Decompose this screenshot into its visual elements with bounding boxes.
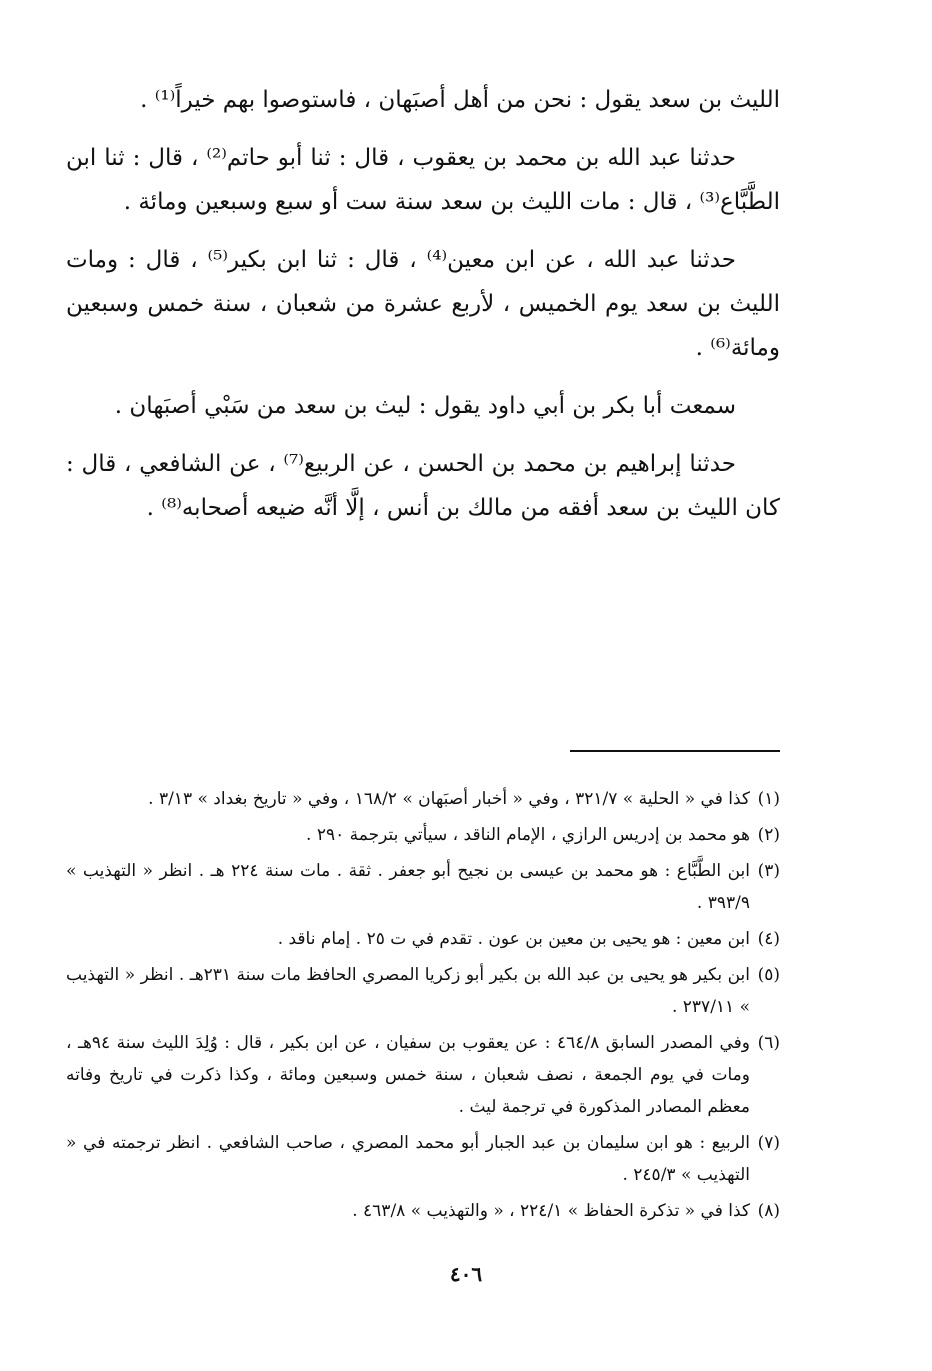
footnote-text: ابن الطَّبَّاع : هو محمد بن عيسى بن نجيح أبو جعفر . ثقة . مات سنة ٢٢٤ هـ . انظر « التهذيب » ٣٩٣/٩ . bbox=[66, 861, 750, 913]
footnote-number: (٥) bbox=[757, 965, 780, 985]
footnote-number: (٧) bbox=[757, 1133, 780, 1153]
footnote-3 bbox=[66, 855, 780, 919]
footnote-6 bbox=[66, 1027, 780, 1123]
footnote-1 bbox=[66, 783, 780, 815]
paragraph-4: سمعت أبا بكر بن أبي داود يقول : ليث بن سعد من سَبْي أصبَهان . bbox=[114, 393, 736, 419]
footnote-number: (٢) bbox=[757, 825, 780, 845]
footnote-number: (٦) bbox=[757, 1033, 780, 1053]
footnote-text: الربيع : هو ابن سليمان بن عبد الجبار أبو محمد المصري ، صاحب الشافعي . انظر ترجمته في « التهذيب » ٢٤٥/٣ . bbox=[66, 1133, 751, 1185]
main-text bbox=[66, 78, 780, 544]
footnote-number: (١) bbox=[757, 789, 780, 809]
footnote-text: ابن بكير هو يحيى بن عبد الله بن بكير أبو زكريا المصري الحافظ مات سنة ٢٣١هـ . انظر « التهذيب » ٢٣٧/١١ . bbox=[66, 965, 750, 1017]
paragraph-3: حدثنا عبد الله ، عن ابن معين⁽⁴⁾ ، قال : ثنا ابن بكير⁽⁵⁾ ، قال : ومات الليث بن سعد يوم الخميس ، لأربع عشرة من شعبان ، سنة خمس وسبعين ومائة⁽⁶⁾ . bbox=[66, 247, 780, 361]
paragraph-5: حدثنا إبراهيم بن محمد بن الحسن ، عن الربيع⁽⁷⁾ ، عن الشافعي ، قال : كان الليث بن سعد أفقه من مالك بن أنس ، إلَّا أنَّه ضيعه أصحابه⁽⁸⁾ . bbox=[66, 451, 780, 521]
footnote-5 bbox=[66, 959, 780, 1023]
paragraph-2: حدثنا عبد الله بن محمد بن يعقوب ، قال : ثنا أبو حاتم⁽²⁾ ، قال : ثنا ابن الطَّبَّاع⁽³⁾ ، قال : مات الليث بن سعد سنة ست أو سبع وسبعين ومائة . bbox=[66, 145, 780, 215]
footnote-text: كذا في « الحلية » ٣٢١/٧ ، وفي « أخبار أصبَهان » ١٦٨/٢ ، وفي « تاريخ بغداد » ٣/١٣ . bbox=[148, 789, 750, 809]
page-number: ٤٠٦ bbox=[449, 1262, 483, 1286]
footnote-text: ابن معين : هو يحيى بن معين بن عون . تقدم في ت ٢٥ . إمام ناقد . bbox=[277, 929, 750, 949]
footnote-text: كذا في « تذكرة الحفاظ » ٢٢٤/١ ، « والتهذيب » ٤٦٣/٨ . bbox=[352, 1201, 750, 1221]
paragraph-1: الليث بن سعد يقول : نحن من أهل أصبَهان ، فاستوصوا بهم خيراً⁽¹⁾ . bbox=[140, 87, 780, 113]
footnote-text: هو محمد بن إدريس الرازي ، الإمام الناقد ، سيأتي بترجمة ٢٩٠ . bbox=[306, 825, 750, 845]
footnotes bbox=[66, 783, 780, 1231]
footnote-text: وفي المصدر السابق ٤٦٤/٨ : عن يعقوب بن سفيان ، عن ابن بكير ، قال : وُلِدَ الليث سنة ٩٤هـ ، ومات في يوم الجمعة ، نصف شعبان ، سنة خمس وسبعين ومائة ، وكذا ذكرت في تاريخ وفاته معظم المصادر المذكورة في ترجمة ليث . bbox=[66, 1033, 750, 1117]
footnote-number: (٣) bbox=[757, 861, 780, 881]
footnote-number: (٤) bbox=[757, 929, 780, 949]
footnote-4 bbox=[66, 923, 780, 955]
footnote-7 bbox=[66, 1127, 780, 1191]
footnote-2 bbox=[66, 819, 780, 851]
footnote-number: (٨) bbox=[757, 1201, 780, 1221]
footnote-8 bbox=[66, 1195, 780, 1227]
footnote-separator bbox=[570, 750, 780, 752]
